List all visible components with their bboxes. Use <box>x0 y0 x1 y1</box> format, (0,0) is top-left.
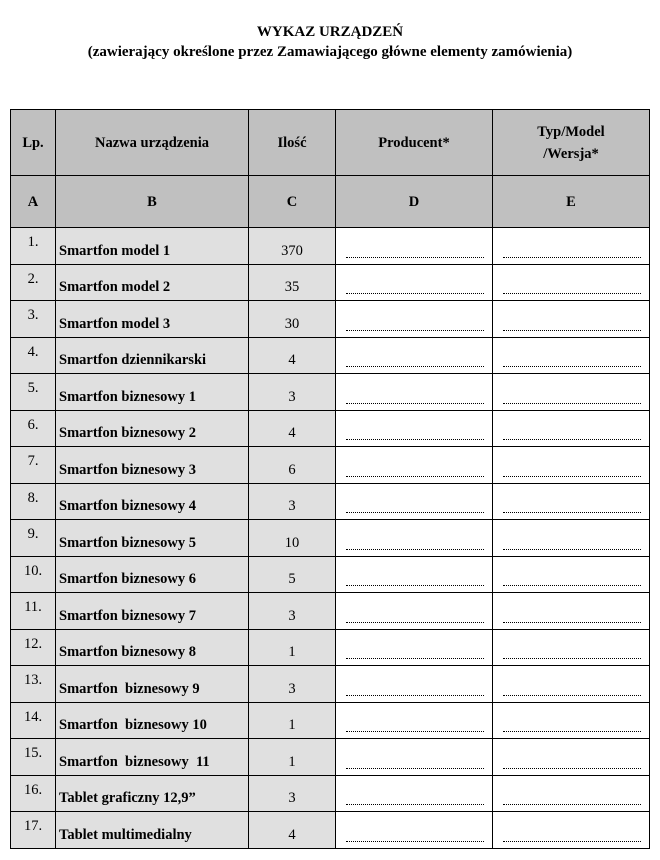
device-quantity: 3 <box>249 374 336 411</box>
row-number: 4. <box>11 337 56 374</box>
row-number: 13. <box>11 666 56 703</box>
device-quantity: 35 <box>249 264 336 301</box>
dotted-fill-line <box>503 292 641 294</box>
producer-field[interactable] <box>336 410 493 447</box>
type-model-field[interactable] <box>493 483 650 520</box>
device-quantity: 4 <box>249 337 336 374</box>
table-row <box>11 812 650 849</box>
type-model-field[interactable] <box>493 374 650 411</box>
device-quantity: 30 <box>249 301 336 338</box>
device-quantity: 370 <box>249 228 336 265</box>
row-number: 15. <box>11 739 56 776</box>
device-name: Smartfon biznesowy 7 <box>56 593 249 630</box>
dotted-fill-line <box>346 365 484 367</box>
row-number: 6. <box>11 410 56 447</box>
device-quantity: 5 <box>249 556 336 593</box>
dotted-fill-line <box>503 475 641 477</box>
type-model-field[interactable] <box>493 556 650 593</box>
dotted-fill-line <box>346 803 484 805</box>
type-model-field[interactable] <box>493 264 650 301</box>
column-letter-a: A <box>11 176 56 228</box>
device-name: Smartfon biznesowy 5 <box>56 520 249 557</box>
type-model-field[interactable] <box>493 228 650 265</box>
device-name: Smartfon biznesowy 1 <box>56 374 249 411</box>
table-row <box>11 337 650 374</box>
dotted-fill-line <box>346 621 484 623</box>
dotted-fill-line <box>346 840 484 842</box>
row-number: 9. <box>11 520 56 557</box>
row-number: 14. <box>11 702 56 739</box>
type-model-field[interactable] <box>493 337 650 374</box>
type-model-field[interactable] <box>493 812 650 849</box>
document-subtitle: (zawierający określone przez Zamawiającego główne elementy zamówienia) <box>87 44 573 60</box>
device-name: Tablet multimedialny <box>56 812 249 849</box>
row-number: 3. <box>11 301 56 338</box>
header-type-line2: /Wersja* <box>543 145 599 162</box>
table-row <box>11 520 650 557</box>
producer-field[interactable] <box>336 812 493 849</box>
row-number: 1. <box>11 228 56 265</box>
dotted-fill-line <box>346 584 484 586</box>
table-row <box>11 410 650 447</box>
table-row <box>11 739 650 776</box>
type-model-field[interactable] <box>493 301 650 338</box>
dotted-fill-line <box>503 840 641 842</box>
producer-field[interactable] <box>336 520 493 557</box>
type-model-field[interactable] <box>493 702 650 739</box>
table-row <box>11 374 650 411</box>
producer-field[interactable] <box>336 556 493 593</box>
dotted-fill-line <box>346 511 484 513</box>
producer-field[interactable] <box>336 629 493 666</box>
device-name: Smartfon biznesowy 6 <box>56 556 249 593</box>
device-quantity: 3 <box>249 593 336 630</box>
table-body <box>11 228 650 849</box>
type-model-field[interactable] <box>493 447 650 484</box>
dotted-fill-line <box>503 730 641 732</box>
device-name: Smartfon model 3 <box>56 301 249 338</box>
table-row <box>11 483 650 520</box>
dotted-fill-line <box>503 803 641 805</box>
dotted-fill-line <box>503 256 641 258</box>
dotted-fill-line <box>346 292 484 294</box>
header-lp: Lp. <box>11 110 56 176</box>
device-name: Smartfon biznesowy 9 <box>56 666 249 703</box>
row-number: 5. <box>11 374 56 411</box>
dotted-fill-line <box>346 767 484 769</box>
dotted-fill-line <box>503 438 641 440</box>
dotted-fill-line <box>503 402 641 404</box>
column-letter-d: D <box>336 176 493 228</box>
dotted-fill-line <box>346 402 484 404</box>
type-model-field[interactable] <box>493 739 650 776</box>
device-quantity: 10 <box>249 520 336 557</box>
device-name: Smartfon biznesowy 3 <box>56 447 249 484</box>
row-number: 17. <box>11 812 56 849</box>
producer-field[interactable] <box>336 337 493 374</box>
column-letter-b: B <box>56 176 249 228</box>
producer-field[interactable] <box>336 301 493 338</box>
device-quantity: 3 <box>249 483 336 520</box>
type-model-field[interactable] <box>493 666 650 703</box>
type-model-field[interactable] <box>493 629 650 666</box>
producer-field[interactable] <box>336 593 493 630</box>
dotted-fill-line <box>346 329 484 331</box>
device-quantity: 6 <box>249 447 336 484</box>
header-type-line1: Typ/Model <box>537 123 605 140</box>
header-name: Nazwa urządzenia <box>56 110 249 176</box>
row-number: 16. <box>11 775 56 812</box>
device-quantity: 1 <box>249 739 336 776</box>
dotted-fill-line <box>503 767 641 769</box>
dotted-fill-line <box>503 584 641 586</box>
table-row <box>11 447 650 484</box>
table-row <box>11 775 650 812</box>
device-name: Smartfon biznesowy 8 <box>56 629 249 666</box>
header-type-model <box>493 110 650 176</box>
dotted-fill-line <box>346 438 484 440</box>
device-quantity: 3 <box>249 775 336 812</box>
row-number: 10. <box>11 556 56 593</box>
table-row <box>11 556 650 593</box>
column-letter-row <box>11 176 650 228</box>
column-letter-c: C <box>249 176 336 228</box>
dotted-fill-line <box>346 548 484 550</box>
table-row <box>11 593 650 630</box>
device-quantity: 4 <box>249 410 336 447</box>
header-qty: Ilość <box>249 110 336 176</box>
row-number: 7. <box>11 447 56 484</box>
row-number: 8. <box>11 483 56 520</box>
header-producer: Producent* <box>336 110 493 176</box>
dotted-fill-line <box>346 694 484 696</box>
dotted-fill-line <box>503 621 641 623</box>
producer-field[interactable] <box>336 374 493 411</box>
producer-field[interactable] <box>336 483 493 520</box>
producer-field[interactable] <box>336 702 493 739</box>
device-name: Smartfon model 1 <box>56 228 249 265</box>
producer-field[interactable] <box>336 739 493 776</box>
device-name: Smartfon biznesowy 11 <box>56 739 249 776</box>
type-model-field[interactable] <box>493 775 650 812</box>
dotted-fill-line <box>346 657 484 659</box>
table-row <box>11 301 650 338</box>
device-name: Smartfon biznesowy 2 <box>56 410 249 447</box>
table-row <box>11 264 650 301</box>
dotted-fill-line <box>346 475 484 477</box>
type-model-field[interactable] <box>493 520 650 557</box>
dotted-fill-line <box>503 694 641 696</box>
producer-field[interactable] <box>336 775 493 812</box>
table-row <box>11 228 650 265</box>
dotted-fill-line <box>503 548 641 550</box>
device-name: Smartfon dziennikarski <box>56 337 249 374</box>
row-number: 2. <box>11 264 56 301</box>
table-row <box>11 629 650 666</box>
dotted-fill-line <box>503 365 641 367</box>
device-name: Smartfon model 2 <box>56 264 249 301</box>
device-quantity: 3 <box>249 666 336 703</box>
type-model-field[interactable] <box>493 410 650 447</box>
row-number: 11. <box>11 593 56 630</box>
device-name: Tablet graficzny 12,9” <box>56 775 249 812</box>
column-letter-e: E <box>493 176 650 228</box>
producer-field[interactable] <box>336 264 493 301</box>
producer-field[interactable] <box>336 666 493 703</box>
device-quantity: 1 <box>249 702 336 739</box>
producer-field[interactable] <box>336 228 493 265</box>
devices-table <box>10 109 650 849</box>
device-quantity: 4 <box>249 812 336 849</box>
device-name: Smartfon biznesowy 10 <box>56 702 249 739</box>
dotted-fill-line <box>346 256 484 258</box>
producer-field[interactable] <box>336 447 493 484</box>
document-title: WYKAZ URZĄDZEŃ <box>256 24 404 40</box>
device-quantity: 1 <box>249 629 336 666</box>
dotted-fill-line <box>346 730 484 732</box>
header-row <box>11 110 650 176</box>
dotted-fill-line <box>503 329 641 331</box>
row-number: 12. <box>11 629 56 666</box>
dotted-fill-line <box>503 657 641 659</box>
dotted-fill-line <box>503 511 641 513</box>
table-row <box>11 702 650 739</box>
table-row <box>11 666 650 703</box>
type-model-field[interactable] <box>493 593 650 630</box>
device-name: Smartfon biznesowy 4 <box>56 483 249 520</box>
